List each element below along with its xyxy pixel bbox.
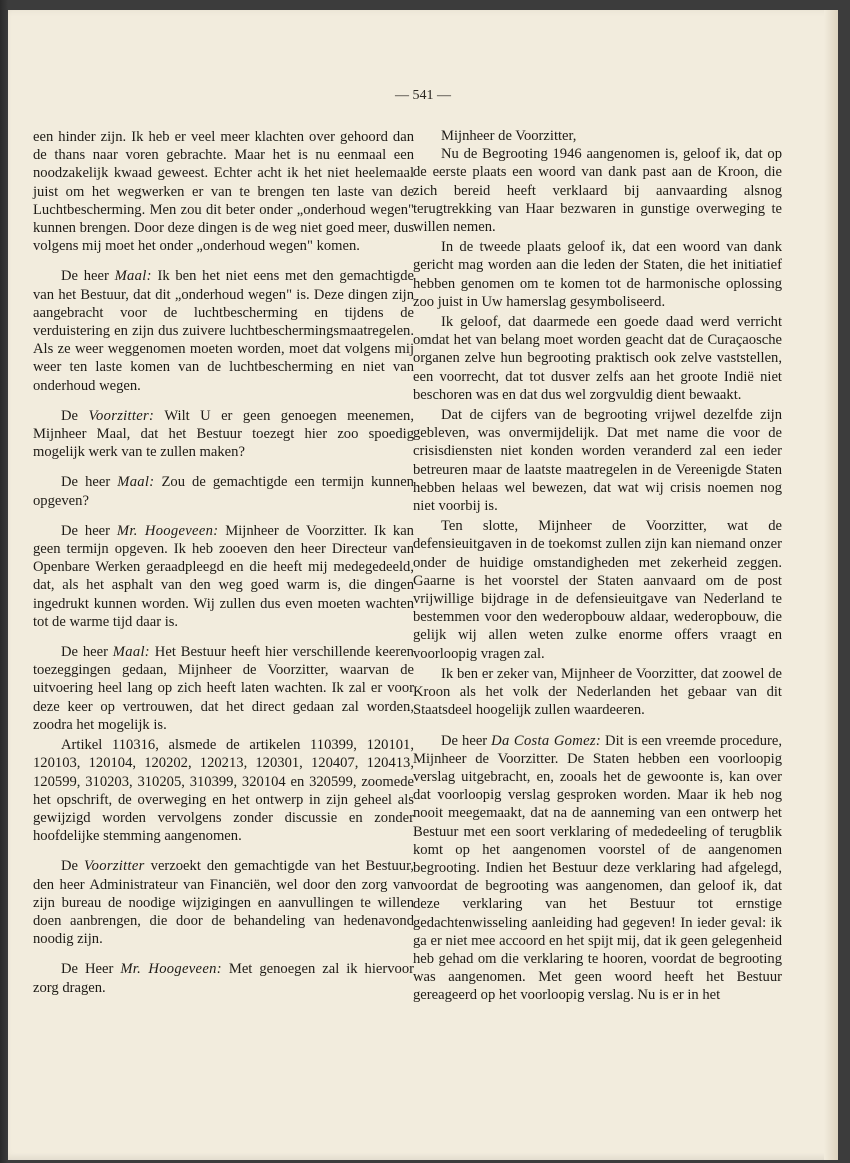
paragraph-begrooting: Nu de Begrooting 1946 aangenomen is, geloof ik, dat op de eerste plaats een woord van dank past aan de Kroon, die zich bereid heeft verklaard bij aanvaarding alsnog terugtrekking van Haar bezwaren in gunstige overweging te willen nemen. [413, 146, 782, 236]
page-edge-shadow [824, 10, 838, 1160]
paragraph-voorzitter-1: De Voorzitter: Wilt U er geen genoegen meenemen, Mijnheer Maal, dat het Bestuur toezegt hier zoo spoedig mogelijk werk van te zullen maken? [33, 407, 414, 461]
right-column [413, 127, 782, 1005]
speaker-name: Voorzitter: [88, 407, 155, 424]
paragraph-hoogeveen-2: De Heer Mr. Hoogeveen: Met genoegen zal ik hiervoor zorg dragen. [33, 961, 414, 996]
paragraph-maal-2: De heer Maal: Zou de gemachtigde een termijn kunnen opgeven? [33, 474, 414, 509]
paragraph-da-costa-gomez: De heer Da Costa Gomez: Dit is een vreemde procedure, Mijnheer de Voorzitter. De Staten hebben een voorloopig verslag uitgebracht, en, zooals het de gewoonte is, kan over dat voorloopig verslag gesproken worden. Maar ik heb nog nooit meegemaakt, dat na de aanneming van een ontwerp het Bestuur met een soort verklaring of mededeeling of terugblik komt op het aangenomen voorstel of de aangenomen begrooting. Indien het Bestuur deze verklaring had afgelegd, voordat de begrooting was aangenomen, dan geloof ik, dat deze verklaring van het Bestuur tot ernstige gedachtenwisseling aanleiding had gegeven! In ieder geval: ik ga er niet mee accoord en het spijt mij, dat ik geen gelegenheid heb gehad om die verklaring te hooren, voordat de begrooting was aangenomen. Met geen woord heeft het Bestuur gereageerd op het voorloopig verslag. Nu is er in het [413, 732, 782, 1004]
paragraph-cijfers: Dat de cijfers van de begrooting vrijwel dezelfde zijn gebleven, was onvermijdelijk. Dat met name die voor de crisisdiensten niet konden worden veranderd zal een ieder betreuren maar de laatste maatregelen in de Vereenigde Staten hebben helaas wel bewezen, dat wat wij crisis noemen nog niet voorbij is. [413, 407, 782, 515]
paragraph-maal-3: De heer Maal: Het Bestuur heeft hier verschillende keeren toezeggingen gedaan, Mijnheer de Voorzitter, waarvan de uitvoering heel lang op zich heeft laten wachten. Ik zal er voor deze keer op vertrouwen, dat het direct gedaan zal worden, zoodra het mogelijk is. [33, 644, 414, 733]
paragraph-goede-daad: Ik geloof, dat daarmede een goede daad werd verricht omdat het van belang moet worden geacht dat de Curaçaosche organen zelve hun begrooting praktisch ook zelve vaststellen, een voorrecht, dat tot dusver zelfs aan het groote Indië niet beschoren was en dat dus wel zorgvuldig dient bewaakt. [413, 314, 782, 403]
page-number: — 541 — [395, 88, 451, 103]
paragraph-maal-1: De heer Maal: Ik ben het niet eens met den gemachtigde van het Bestuur, dat dit „onderhoud wegen" is. Deze dingen zijn aangebracht voor de luchtbescherming en tijdens de verduistering en zijn dus zuivere luchtbeschermingsmaatregelen. Als ze weer weggenomen moeten worden, moet dat volgens mij weer ten laste komen van de luchtbescherming en niet van onderhoud wegen. [33, 268, 414, 394]
speaker-name: Mr. Hoogeveen: [120, 961, 222, 978]
paragraph-zeker: Ik ben er zeker van, Mijnheer de Voorzitter, dat zoowel de Kroon als het volk der Nederlanden het gebaar van dit Staatsdeel hoogelijk zullen waardeeren. [413, 665, 782, 719]
speaker-name: Da Costa Gomez: [491, 732, 602, 749]
speaker-name: Maal: [114, 268, 152, 285]
speaker-name: Maal: [117, 474, 155, 491]
speaker-name: Mr. Hoogeveen: [116, 522, 219, 539]
speaker-name: Voorzitter [84, 858, 145, 875]
paragraph-hoogeveen-1: De heer Mr. Hoogeveen: Mijnheer de Voorzitter. Ik kan geen termijn opgeven. Ik heb zooeven den heer Directeur van Openbare Werken geraadpleegd en die heeft mij medegedeeld, dat, als het asphalt van den weg goed warm is, die dingen ingedrukt kunnen worden. Wij zullen dus even moeten wachten tot de warme tijd daar is. [33, 522, 414, 630]
paragraph-salutation: Mijnheer de Voorzitter, [441, 128, 577, 144]
document-page [8, 10, 838, 1160]
paragraph-defensie: Ten slotte, Mijnheer de Voorzitter, wat de defensieuitgaven in de toekomst zullen zijn kan niemand onzer onder de huidige omstandigheden met zekerheid zeggen. Gaarne is het voorstel der Staten aanvaard om de post vrijwillige bijdrage in de defensieuitgave van Nederland te bestemmen voor den wederopbouw aldaar, wederopbouw, die gelijk wij allen weten zulke enorme offers vraagt en voorloopig vragen zal. [413, 518, 782, 662]
paragraph-articles: Artikel 110316, alsmede de artikelen 110399, 120101, 120103, 120104, 120202, 120213, 120301, 120407, 120413, 120599, 310203, 310205, 310399, 320104 en 320599, zoomede het opschrift, de overweging en het ontwerp in zijn geheel als gewijzigd worden vervolgens zonder discussie en zonder hoofdelijke stemming aangenomen. [33, 737, 414, 845]
paragraph-tweede-plaats: In de tweede plaats geloof ik, dat een woord van dank gericht mag worden aan die leden der Staten, die het initiatief hebben genomen om te komen tot de harmonische oplossing zoo juist in Uw hamerslag gesymboliseerd. [413, 239, 782, 310]
speaker-name: Maal: [112, 644, 150, 661]
paragraph-continuation: een hinder zijn. Ik heb er veel meer klachten over gehoord dan de thans naar voren gebrachte. Maar het is nu eenmaal een noodzakelijk kwaad geweest. Echter acht ik het niet heelemaal juist om het wegwerken er van te brengen ten laste van de Luchtbescherming. Men zou dit beter onder „onderhoud wegen" kunnen brengen. Door deze dingen is de weg niet goed meer, dus volgens mij moet het onder „onderhoud wegen" komen. [33, 129, 414, 255]
paragraph-voorzitter-2: De Voorzitter verzoekt den gemachtigde van het Bestuur, den heer Administrateur van Financiën, wel door den zorg van zijn bureau de noodige wijzigingen en aanvullingen te willen doen aanbrengen, die door de behandeling van hedenavond noodig zijn. [33, 858, 414, 948]
left-column [33, 128, 414, 997]
